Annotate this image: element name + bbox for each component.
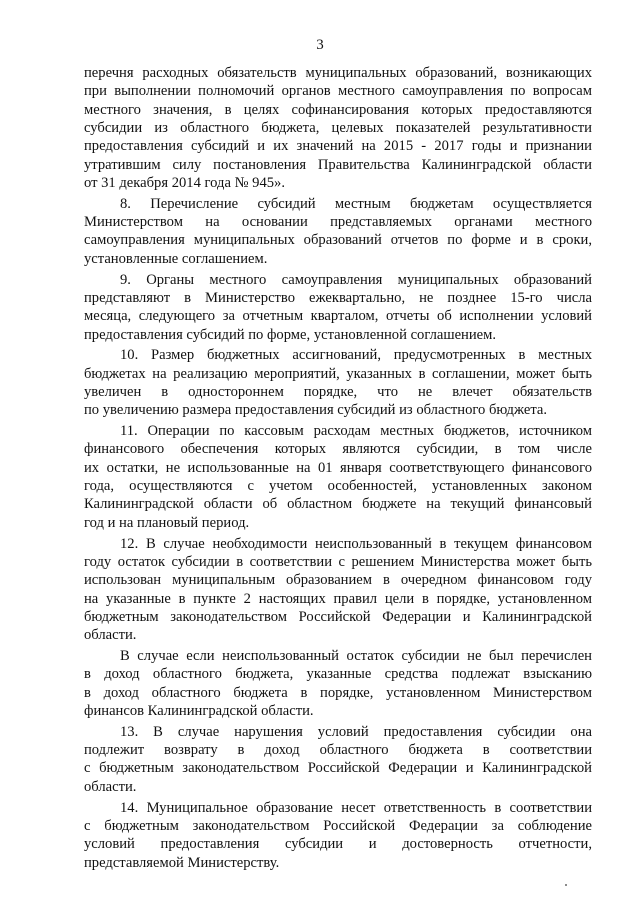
text-line: перечня расходных обязательств муниципальных образований, возникающих bbox=[84, 65, 592, 81]
text-line: в доход областного бюджета в порядке, установленном Министерством bbox=[84, 684, 592, 701]
text-line: бюджетах на реализацию мероприятий, указанных в соглашении, может быть bbox=[84, 365, 592, 382]
text-line: предоставления субсидий и их значений на 2015 - 2017 годы и признании bbox=[84, 138, 592, 155]
text-line: увеличен в одностороннем порядке, что не влечет обязательств bbox=[84, 384, 592, 401]
text-line: Министерством на основании представляемых органами местного bbox=[84, 214, 592, 231]
text-line: субсидии из областного бюджета, целевых показателей результативности bbox=[84, 120, 592, 137]
text-line: 10. Размер бюджетных ассигнований, предусмотренных в местных bbox=[120, 347, 592, 364]
paragraph-p12b bbox=[84, 647, 592, 720]
paragraph-p10 bbox=[84, 346, 592, 419]
text-line: месяца, следующего за отчетным кварталом, отчеты об исполнении условий bbox=[84, 308, 592, 325]
paragraph-p8 bbox=[84, 195, 592, 268]
text-line: местного значения, в целях софинансирования которых предоставляются bbox=[84, 101, 592, 118]
paragraph-p9 bbox=[84, 271, 592, 344]
paragraph-p14 bbox=[84, 799, 592, 872]
text-line: предоставления субсидий по форме, установленной соглашением. bbox=[84, 326, 497, 343]
text-line: бюджетным законодательством Российской Федерации и Калининградской bbox=[84, 608, 592, 625]
text-line: году остаток субсидии в соответствии с решением Министерства может быть bbox=[84, 553, 592, 570]
text-line: условий предоставления субсидии и достоверность отчетности, bbox=[84, 836, 592, 853]
text-line: В случае если неиспользованный остаток субсидии не был перечислен bbox=[120, 648, 592, 664]
text-line: представляемой Министерству. bbox=[84, 854, 280, 871]
text-line: установленные соглашением. bbox=[84, 250, 268, 267]
text-line: в доход областного бюджета, указанные средства подлежат взысканию bbox=[84, 666, 592, 683]
text-line: 11. Операции по кассовым расходам местных бюджетов, источником bbox=[120, 423, 592, 440]
text-line: использован муниципальным образованием в очередном финансовом году bbox=[84, 572, 592, 589]
text-line: финансов Калининградской области. bbox=[84, 703, 314, 720]
paragraph-p11 bbox=[84, 422, 592, 532]
page-number: 3 bbox=[316, 37, 324, 53]
text-line: 8. Перечисление субсидий местным бюджетам осуществляется bbox=[120, 195, 592, 212]
text-line: представляют в Министерство ежеквартально, не позднее 15-го числа bbox=[84, 289, 592, 306]
text-line: 9. Органы местного самоуправления муниципальных образований bbox=[120, 271, 592, 288]
text-line: на указанные в пункте 2 настоящих правил цели в порядке, установленном bbox=[84, 590, 592, 607]
text-line: 12. В случае необходимости неиспользованный в текущем финансовом bbox=[120, 535, 592, 552]
paragraph-p13 bbox=[84, 723, 592, 796]
text-line: 13. В случае нарушения условий предоставления субсидии она bbox=[120, 723, 592, 740]
text-line: области. bbox=[84, 627, 137, 644]
text-line: их остатки, не использованные на 01 января соответствующего финансового bbox=[84, 459, 592, 476]
text-line: самоуправления муниципальных образований отчетов по форме и в сроки, bbox=[84, 232, 592, 249]
document-body bbox=[84, 64, 592, 874]
text-line: при выполнении полномочий органов местного самоуправления по вопросам bbox=[84, 83, 592, 100]
text-line: области. bbox=[84, 778, 137, 795]
text-line: года, осуществляются с учетом особенностей, установленных законом bbox=[84, 478, 592, 495]
text-line: год и на плановый период. bbox=[84, 514, 250, 531]
text-line: 14. Муниципальное образование несет ответственность в соответствии bbox=[120, 799, 592, 816]
text-line: с бюджетным законодательством Российской Федерации и Калининградской bbox=[84, 760, 592, 777]
scan-speck bbox=[565, 884, 567, 886]
text-line: финансового обеспечения которых являются субсидии, в том числе bbox=[84, 441, 592, 458]
text-line: Калининградской области об областном бюджете на текущий финансовый bbox=[84, 496, 592, 513]
text-line: с бюджетным законодательством Российской Федерации за соблюдение bbox=[84, 817, 592, 834]
paragraph-p12 bbox=[84, 535, 592, 645]
text-line: подлежит возврату в доход областного бюджета в соответствии bbox=[84, 742, 592, 759]
paragraph-cont bbox=[84, 64, 592, 192]
text-line: утратившим силу постановления Правительства Калининградской области bbox=[84, 156, 592, 173]
text-line: от 31 декабря 2014 года № 945». bbox=[84, 175, 285, 192]
text-line: по увеличению размера предоставления субсидий из областного бюджета. bbox=[84, 402, 548, 419]
